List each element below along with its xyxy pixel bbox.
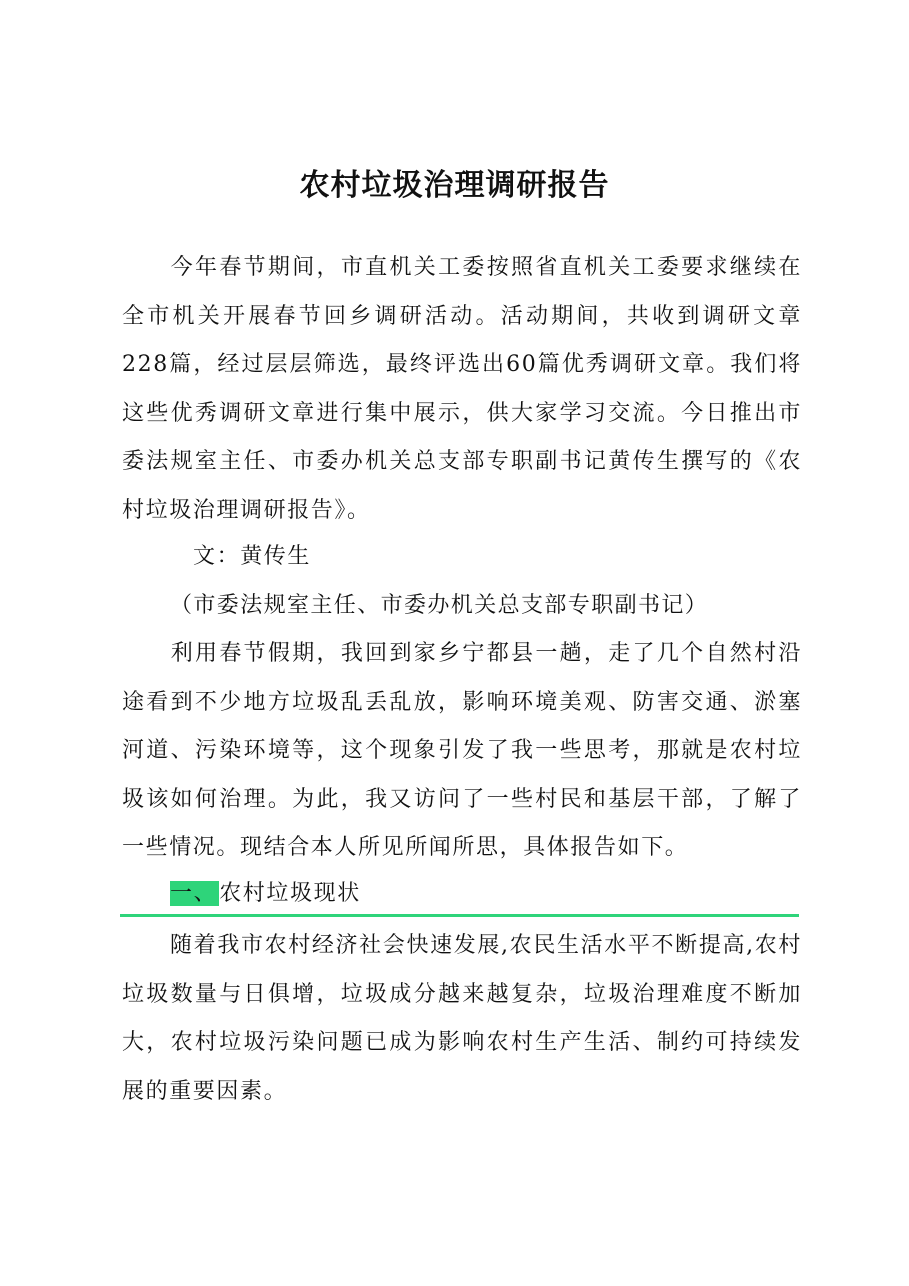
section-heading-1 — [170, 872, 361, 916]
section-heading-text: 农村垃圾现状 — [219, 881, 361, 906]
section-1-paragraph — [122, 922, 802, 1116]
document-title: 农村垃圾治理调研报告 — [299, 168, 610, 203]
author-line: 文：黄传生 — [193, 544, 312, 569]
section-1-paragraph-text: 随着我市农村经济社会快速发展,农民生活水平不断提高,农村垃圾数量与日俱增，垃圾成分越来越复杂，垃圾治理难度不断加大，农村垃圾污染问题已成为影响农村生产生活、制约可持续发展的重要因素。 — [122, 933, 802, 1104]
body-paragraph-1-text: 利用春节假期，我回到家乡宁都县一趟，走了几个自然村沿途看到不少地方垃圾乱丢乱放，影响环境美观、防害交通、淤塞河道、污染环境等，这个现象引发了我一些思考，那就是农村垃圾该如何治理。为此，我又访问了一些村民和基层干部，了解了一些情况。现结合本人所见所闻所思，具体报告如下。 — [122, 641, 802, 861]
section-number-highlight: 一、 — [170, 881, 218, 906]
body-paragraph-1 — [122, 630, 802, 873]
author-affiliation: （市委法规室主任、市委办机关总支部专职副书记） — [170, 593, 709, 618]
intro-text: 今年春节期间，市直机关工委按照省直机关工委要求继续在全市机关开展春节回乡调研活动。活动期间，共收到调研文章228篇，经过层层筛选，最终评选出60篇优秀调研文章。我们将这些优秀调研文章进行集中展示，供大家学习交流。今日推出市委法规室主任、市委办机关总支部专职副书记黄传生撰写的《农村垃圾治理调研报告》。 — [122, 255, 802, 523]
intro-paragraph — [122, 244, 802, 536]
section-divider — [120, 914, 799, 917]
